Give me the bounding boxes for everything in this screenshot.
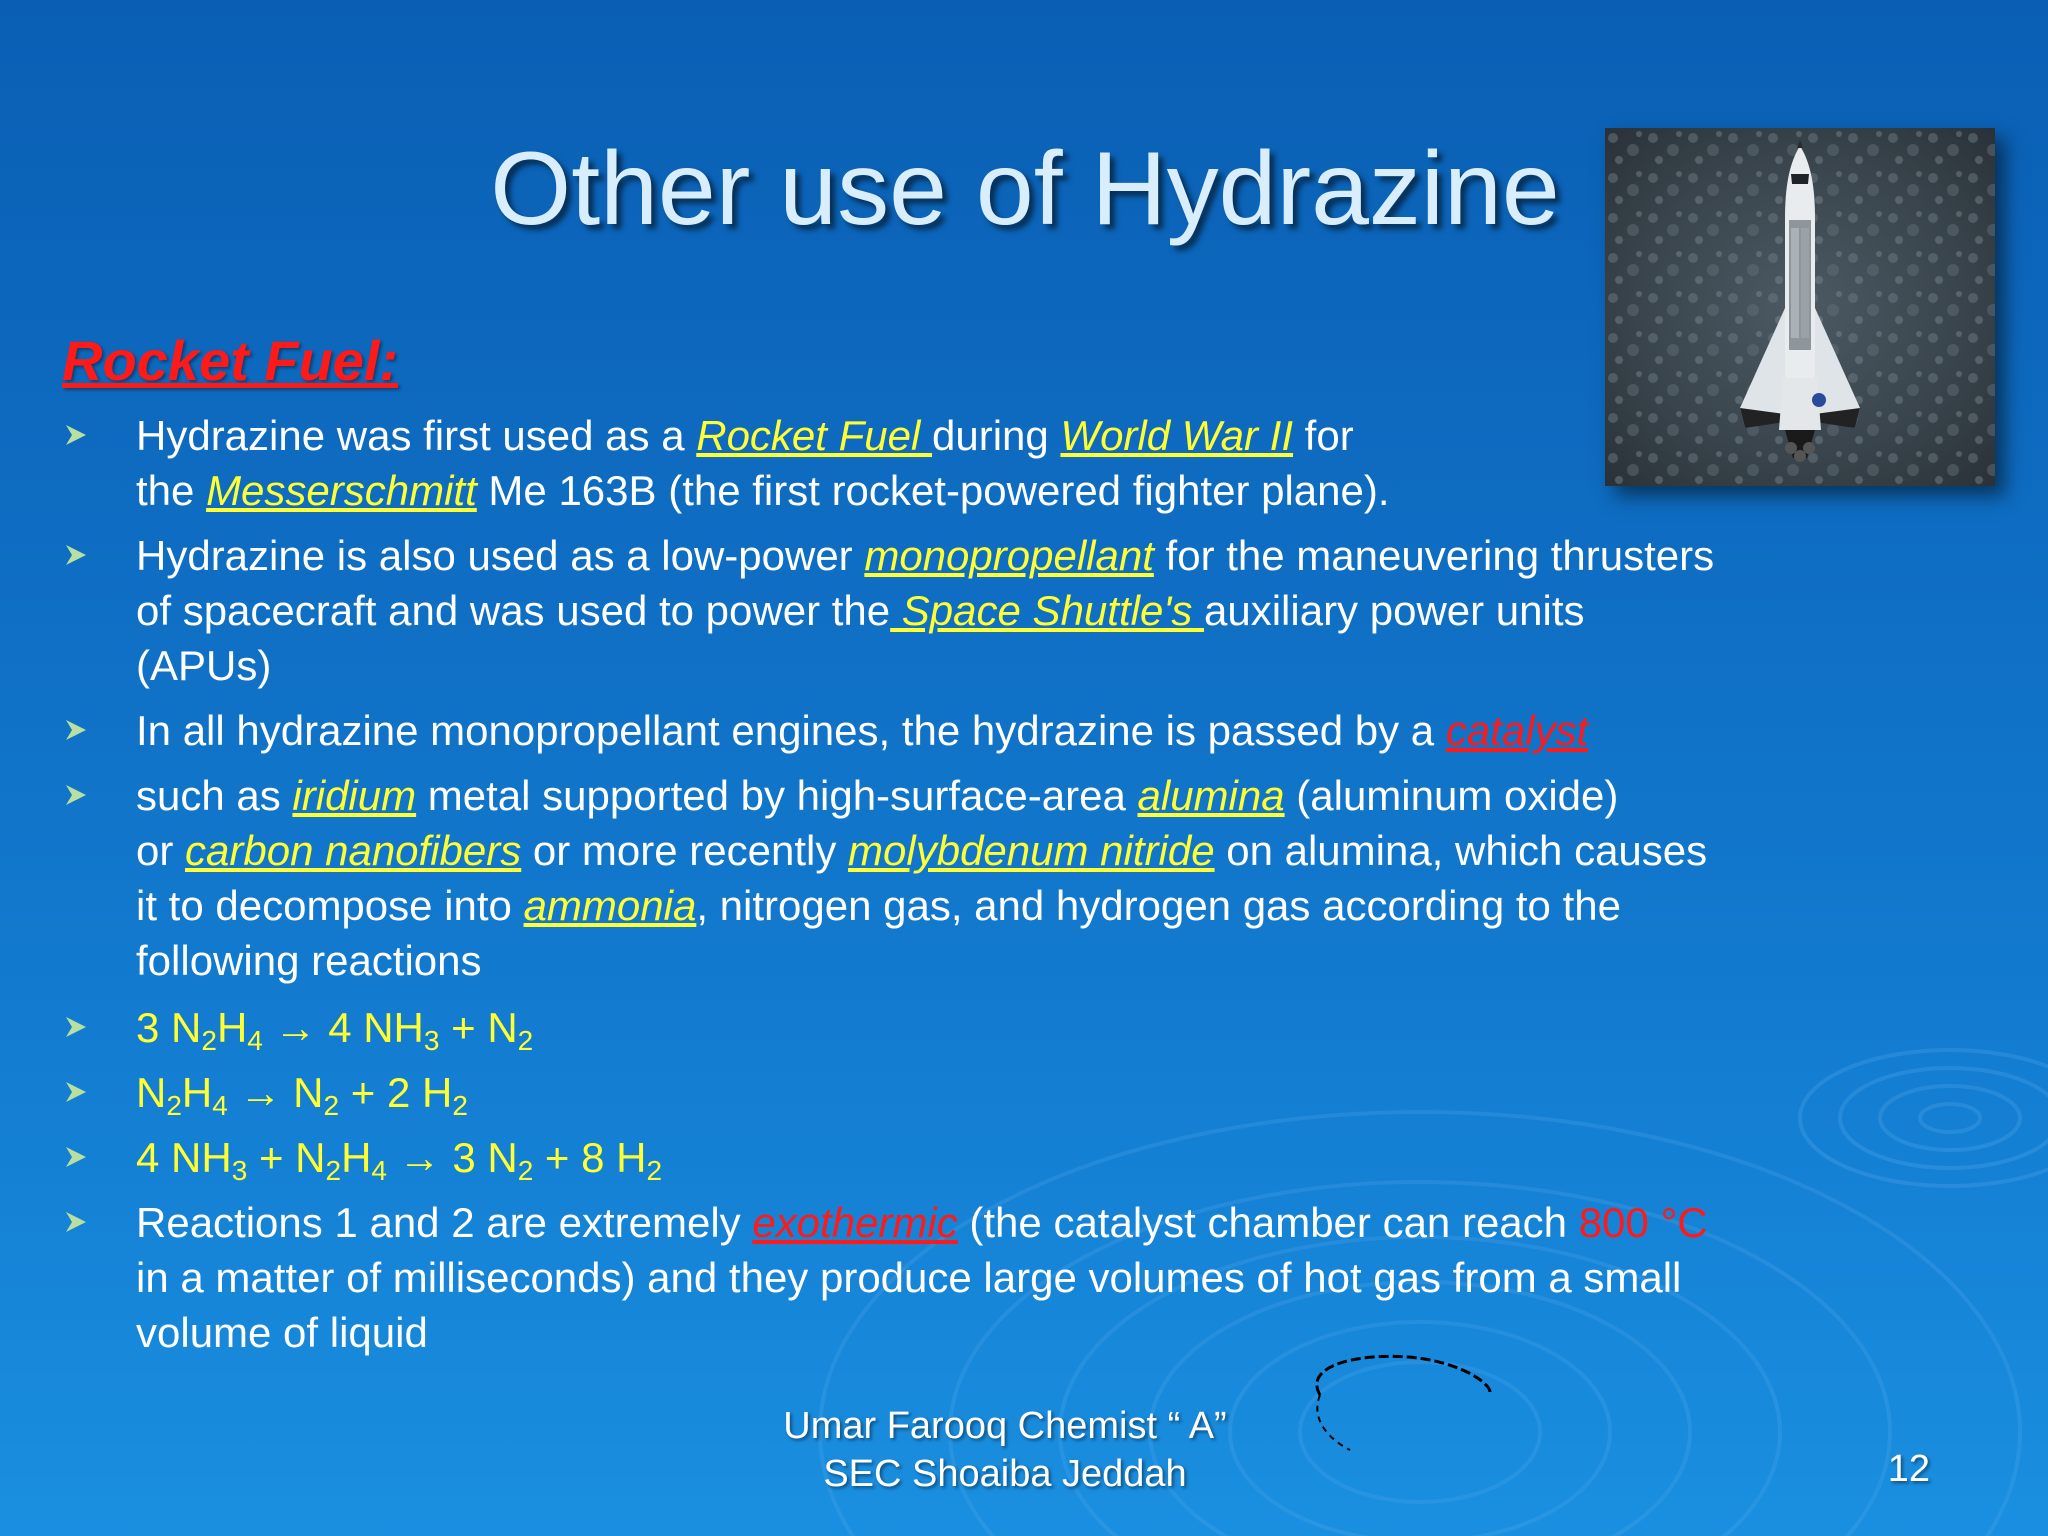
eq-part: H (216, 1004, 248, 1051)
link-space-shuttle[interactable]: Space Shuttle's (890, 587, 1204, 634)
eq-part: H (341, 1134, 372, 1181)
text-run: Hydrazine was first used as a (136, 412, 697, 459)
text-run: it to decompose into (136, 882, 524, 929)
temperature-value: 800 °C (1578, 1199, 1708, 1246)
text-run: for the maneuvering thrusters (1153, 532, 1715, 579)
eq-subscript: 3 (231, 1155, 248, 1186)
text-run: Hydrazine is also used as a low-power (136, 532, 865, 579)
eq-subscript: 2 (166, 1090, 182, 1121)
eq-subscript: 2 (646, 1155, 663, 1186)
text-run: Me 163B (the first rocket-powered fighter plane). (476, 467, 1390, 514)
text-run: (aluminum oxide) (1284, 772, 1619, 819)
eq-subscript: 2 (517, 1025, 534, 1056)
link-alumina[interactable]: alumina (1137, 772, 1285, 819)
eq-subscript: 2 (201, 1025, 217, 1056)
link-world-war-ii[interactable]: World War II (1060, 412, 1294, 459)
arrowhead-bullet-icon (62, 1079, 88, 1105)
eq-part: + 8 H (533, 1134, 647, 1181)
eq-part: + 2 H (339, 1069, 453, 1116)
eq-subscript: 4 (371, 1155, 387, 1186)
eq-subscript: 3 (423, 1025, 440, 1056)
text-run: the (136, 467, 207, 514)
footer-organization: SEC Shoaiba Jeddah (823, 1453, 1187, 1495)
bullet-text (136, 528, 1896, 693)
text-run: or more recently (521, 827, 849, 874)
bullet-text (136, 768, 1896, 988)
eq-part: + N (439, 1004, 518, 1051)
link-carbon-nanofibers[interactable]: carbon nanofibers (185, 827, 522, 874)
link-rocket-fuel[interactable]: Rocket Fuel (696, 412, 932, 459)
bullet-text (136, 408, 1896, 518)
text-run: or (136, 827, 186, 874)
eq-part: → N (227, 1069, 324, 1116)
reaction-equation-1 (136, 1000, 1896, 1055)
eq-subscript: 2 (323, 1090, 340, 1121)
section-heading-rocket-fuel: Rocket Fuel: (62, 329, 399, 392)
link-ammonia[interactable]: ammonia (523, 882, 697, 929)
text-run: Reactions 1 and 2 are extremely (136, 1199, 753, 1246)
eq-part: → 3 N (386, 1134, 518, 1181)
eq-part: 3 N (136, 1004, 202, 1051)
text-run: for (1293, 412, 1354, 459)
eq-part: H (181, 1069, 213, 1116)
link-catalyst[interactable]: catalyst (1445, 707, 1589, 754)
eq-subscript: 2 (325, 1155, 342, 1186)
arrowhead-bullet-icon (62, 1144, 88, 1170)
eq-subscript: 4 (212, 1090, 228, 1121)
link-exothermic[interactable]: exothermic (752, 1199, 958, 1246)
link-iridium[interactable]: iridium (292, 772, 417, 819)
eq-part: + N (247, 1134, 326, 1181)
bullet-text (136, 1195, 1896, 1360)
link-messerschmitt[interactable]: Messerschmitt (206, 467, 477, 514)
page-number: 12 (1887, 1448, 1930, 1490)
slide-title: Other use of Hydrazine (490, 131, 1560, 247)
text-run: of spacecraft and was used to power the (136, 587, 891, 634)
eq-part: → 4 NH (262, 1004, 424, 1051)
footer-author: Umar Farooq Chemist “ A” (783, 1405, 1227, 1447)
eq-subscript: 4 (247, 1025, 263, 1056)
eq-part: 4 NH (136, 1134, 232, 1181)
link-molybdenum-nitride[interactable]: molybdenum nitride (848, 827, 1215, 874)
link-monopropellant[interactable]: monopropellant (864, 532, 1154, 579)
arrowhead-bullet-icon (62, 422, 88, 448)
eq-subscript: 2 (452, 1090, 468, 1121)
eq-part: N (136, 1069, 167, 1116)
text-run: on alumina, which causes (1214, 827, 1708, 874)
text-run: metal supported by high-surface-area (416, 772, 1138, 819)
text-run: volume of liquid (136, 1309, 428, 1356)
reaction-equation-3 (136, 1130, 1896, 1185)
arrowhead-bullet-icon (62, 542, 88, 568)
text-run: (APUs) (136, 642, 272, 689)
text-run: (the catalyst chamber can reach (957, 1199, 1579, 1246)
slide-footer (650, 1402, 1360, 1498)
eq-subscript: 2 (517, 1155, 534, 1186)
text-run: following reactions (136, 937, 482, 984)
arrowhead-bullet-icon (62, 1209, 88, 1235)
text-run: in a matter of milliseconds) and they produce large volumes of hot gas from a small (136, 1254, 1682, 1301)
text-run: such as (136, 772, 293, 819)
arrowhead-bullet-icon (62, 782, 88, 808)
text-run: during (932, 412, 1061, 459)
text-run: , nitrogen gas, and hydrogen gas according to the (696, 882, 1621, 929)
bullet-text (136, 703, 1896, 758)
reaction-equation-2 (136, 1065, 1896, 1120)
text-run: auxiliary power units (1204, 587, 1585, 634)
arrowhead-bullet-icon (62, 1014, 88, 1040)
arrowhead-bullet-icon (62, 717, 88, 743)
text-run: In all hydrazine monopropellant engines, the hydrazine is passed by a (136, 707, 1446, 754)
